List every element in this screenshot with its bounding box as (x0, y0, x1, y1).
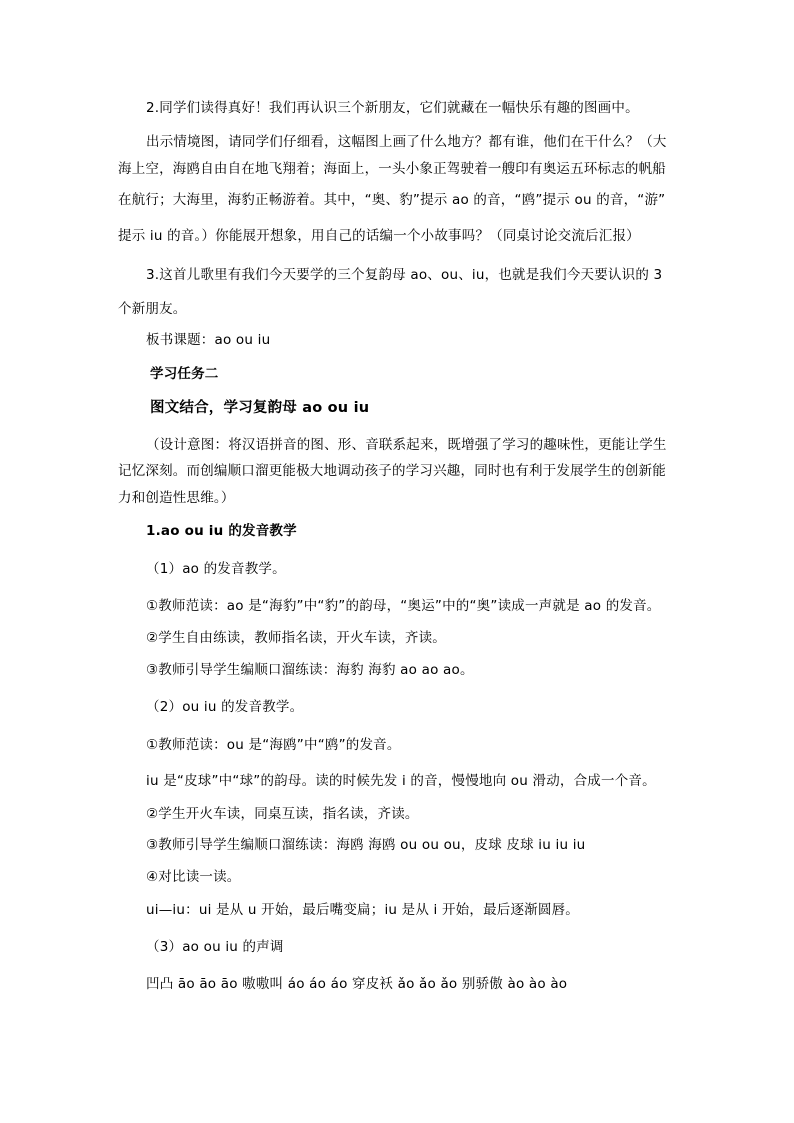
paragraph-2-line-2: 海上空，海鸥自由自在地飞翔着；海面上，一头小象正驾驶着一艘印有奥运五环标志的帆船 (118, 161, 666, 177)
section-heading: 学习任务二 (150, 366, 219, 382)
paragraph-3-line-2: 个新朋友。 (118, 301, 187, 317)
tones-heading: （3）ao ou iu 的声调 (146, 939, 284, 955)
ou-iu-step-1: ①教师范读：ou 是“海鸥”中“鸥”的发音。 (146, 737, 401, 753)
ui-iu-comparison: ui—iu：ui 是从 u 开始，最后嘴变扁；iu 是从 i 开始，最后逐渐圆唇。 (146, 902, 579, 918)
ao-step-1: ①教师范读：ao 是“海豹”中“豹”的韵母，“奥运”中的“奥”读成一声就是 ao 的发音。 (146, 598, 661, 614)
ao-heading: （1）ao 的发音教学。 (146, 561, 286, 577)
ou-iu-step-4: ④对比读一读。 (146, 869, 241, 885)
paragraph-1: 2.同学们读得真好！我们再认识三个新朋友，它们就藏在一幅快乐有趣的图画中。 (146, 100, 639, 116)
design-intent-line-1: （设计意图：将汉语拼音的图、形、音联系起来，既增强了学习的趣味性，更能让学生 (146, 437, 667, 453)
section-subheading: 图文结合，学习复韵母 ao ou iu (150, 400, 370, 416)
ao-step-2: ②学生自由练读，教师指名读，开火车读，齐读。 (146, 630, 447, 646)
ou-iu-step-2: ②学生开火车读，同桌互读，指名读，齐读。 (146, 806, 419, 822)
ou-iu-step-3: ③教师引导学生编顺口溜练读：海鸥 海鸥 ou ou ou，皮球 皮球 iu iu iu (146, 837, 586, 853)
paragraph-2-line-3: 在航行；大海里，海豹正畅游着。其中，“奥、豹”提示 ao 的音，“鸥”提示 ou 的音，“游” (118, 192, 666, 208)
ou-iu-heading: （2）ou iu 的发音教学。 (146, 699, 304, 715)
iu-explanation: iu 是“皮球”中“球”的韵母。读的时候先发 i 的音，慢慢地向 ou 滑动，合成一个音。 (146, 773, 656, 789)
design-intent-line-3: 力和创造性思维。） (118, 490, 235, 506)
ao-step-3: ③教师引导学生编顺口溜练读：海豹 海豹 ao ao ao。 (146, 662, 474, 678)
blackboard-title: 板书课题：ao ou iu (146, 332, 271, 348)
tones-examples: 凹凸 āo āo āo 嗷嗷叫 áo áo áo 穿皮袄 ǎo ǎo ǎo 别骄傲 ào ào ào (146, 976, 568, 992)
design-intent-line-2: 记忆深刻。而创编顺口溜更能极大地调动孩子的学习兴趣，同时也有利于发展学生的创新能 (118, 463, 666, 479)
subsection-pronunciation: 1.ao ou iu 的发音教学 (146, 523, 297, 539)
paragraph-2-line-4: 提示 iu 的音。）你能展开想象，用自己的话编一个小故事吗？（同桌讨论交流后汇报） (118, 228, 640, 244)
paragraph-3-line-1: 3.这首儿歌里有我们今天要学的三个复韵母 ao、ou、iu，也就是我们今天要认识的 3 (146, 267, 663, 283)
paragraph-2-line-1: 出示情境图，请同学们仔细看，这幅图上画了什么地方？都有谁，他们在干什么？（大 (146, 134, 667, 150)
